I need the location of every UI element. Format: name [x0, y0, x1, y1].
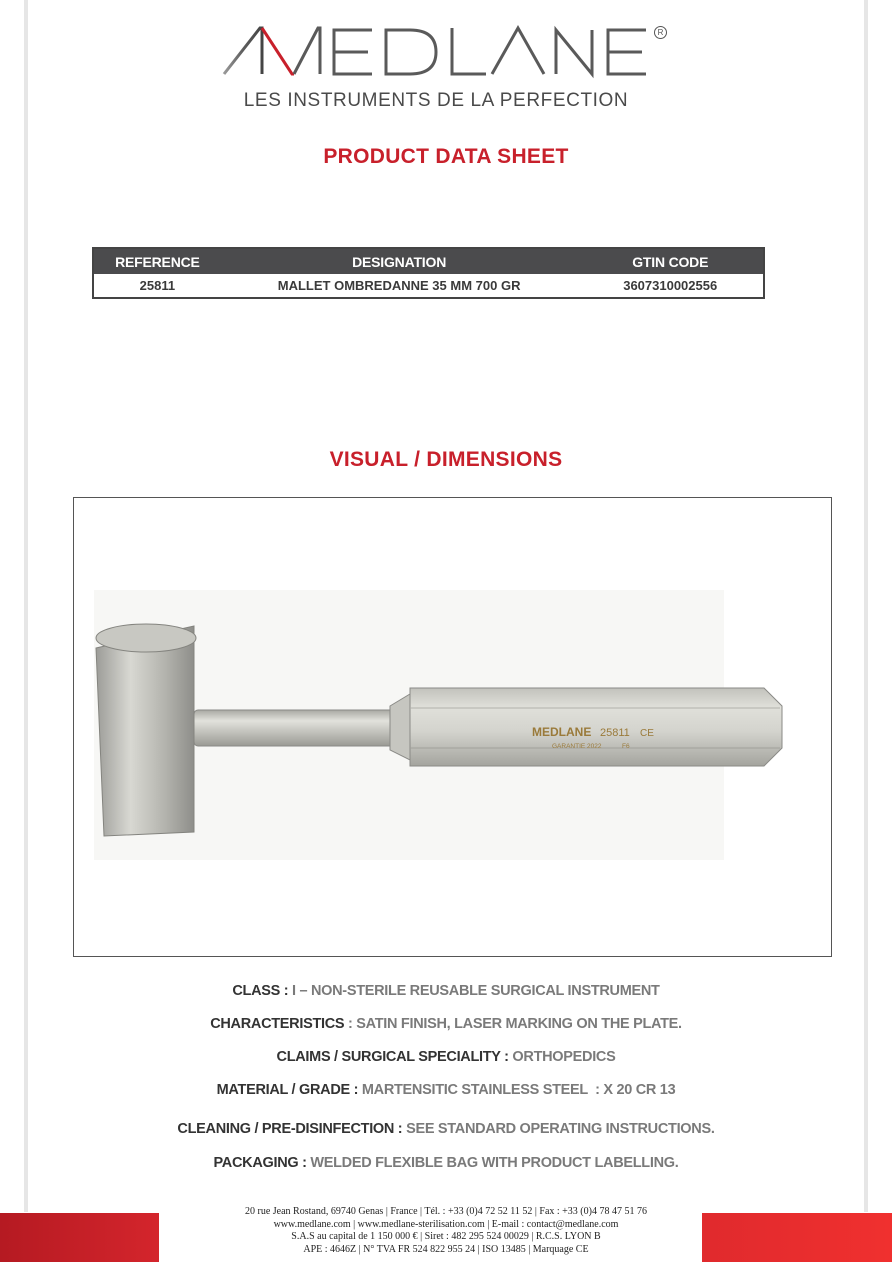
- footer-web: www.medlane.com | www.medlane-sterilisation.com | E-mail : contact@medlane.com: [273, 1218, 619, 1230]
- footer-registration: APE : 4646Z | N° TVA FR 524 822 955 24 | ISO 13485 | Marquage CE: [303, 1243, 589, 1255]
- product-data-sheet-title: PRODUCT DATA SHEET: [323, 145, 569, 168]
- spec-packaging: PACKAGING : WELDED FLEXIBLE BAG WITH PRODUCT LABELLING.: [213, 1155, 679, 1171]
- engraving-guarantee: GARANTIE 2022: [552, 743, 602, 750]
- spec-characteristics: CHARACTERISTICS : SATIN FINISH, LASER MARKING ON THE PLATE.: [210, 1016, 682, 1032]
- spec-material: MATERIAL / GRADE : MARTENSITIC STAINLESS STEEL : X 20 CR 13: [216, 1082, 676, 1098]
- medlane-wordmark: [222, 22, 672, 92]
- company-footer: [0, 1206, 892, 1256]
- mallet-illustration: [74, 498, 830, 955]
- cell-reference: 25811: [139, 278, 176, 293]
- cell-designation: MALLET OMBREDANNE 35 MM 700 GR: [277, 278, 521, 293]
- brand-tagline: LES INSTRUMENTS DE LA PERFECTION: [243, 90, 629, 111]
- spec-claims: CLAIMS / SURGICAL SPECIALITY : ORTHOPEDICS: [276, 1049, 616, 1065]
- engraving-code: F6: [622, 743, 630, 750]
- table-header-row: [93, 248, 764, 274]
- engraving-ce: CE: [640, 728, 654, 739]
- visual-dimensions-title: VISUAL / DIMENSIONS: [329, 448, 563, 471]
- product-image-frame: [73, 497, 832, 957]
- reference-table: [92, 247, 765, 299]
- header-reference: REFERENCE: [93, 248, 221, 274]
- table-row: [93, 274, 764, 298]
- spec-class: CLASS : I – NON-STERILE REUSABLE SURGICAL INSTRUMENT: [232, 983, 660, 999]
- spec-cleaning: CLEANING / PRE-DISINFECTION : SEE STANDARD OPERATING INSTRUCTIONS.: [177, 1121, 715, 1137]
- engraving-ref: 25811: [600, 727, 630, 739]
- header-designation: DESIGNATION: [221, 248, 578, 274]
- footer-legal: S.A.S au capital de 1 150 000 € | Siret : 482 295 524 00029 | R.C.S. LYON B: [291, 1231, 601, 1242]
- medlane-logo: [222, 22, 672, 112]
- engraving-brand: MEDLANE: [532, 725, 592, 739]
- header-gtin: GTIN CODE: [577, 248, 764, 274]
- cell-gtin: 3607310002556: [623, 278, 718, 293]
- footer-address: 20 rue Jean Rostand, 69740 Genas | France | Tél. : +33 (0)4 72 52 11 52 | Fax : +33 (0)4 78 47 51 76: [245, 1206, 647, 1217]
- registered-mark: R: [654, 26, 667, 39]
